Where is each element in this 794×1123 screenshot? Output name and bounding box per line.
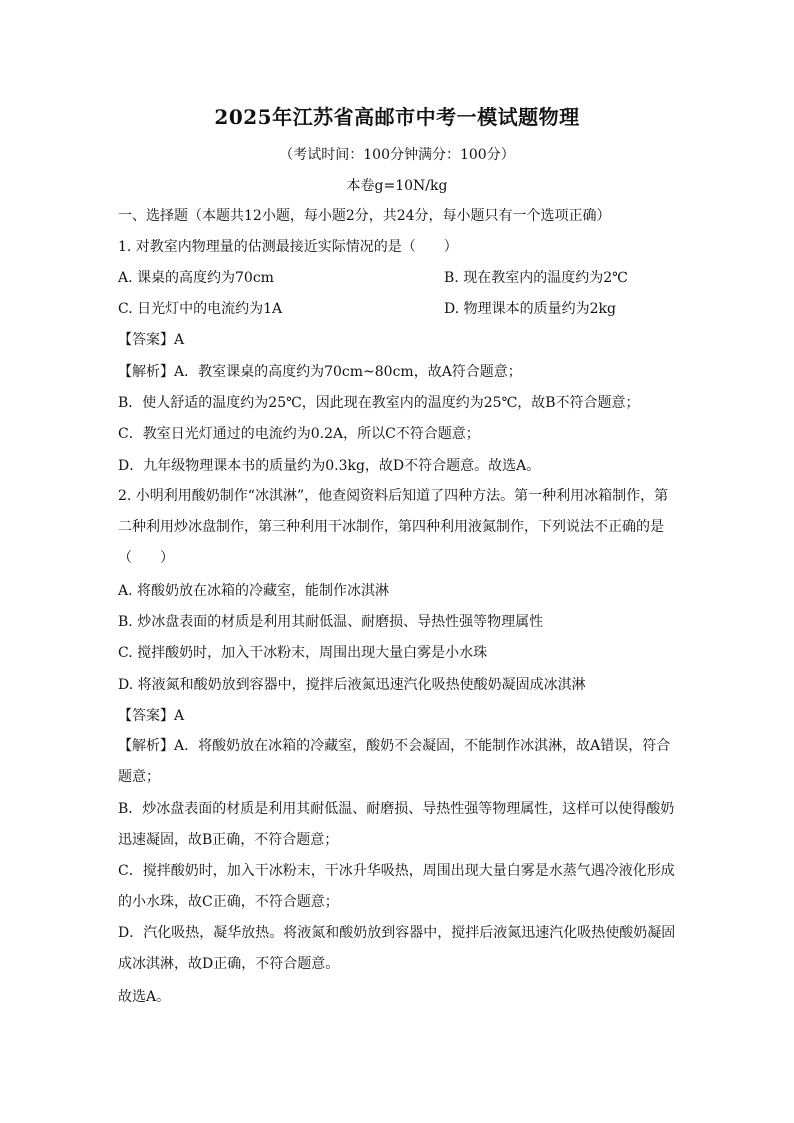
exam-info: （考试时间：100分钟满分：100分） (279, 147, 515, 163)
q1-option-b: B. 现在教室内的温度约为2℃ (444, 270, 628, 286)
q2-analysis-line: B．炒冰盘表面的材质是利用其耐低温、耐磨损、导热性强等物理属性，这样可以使得酸奶迅速凝固，故B正确，不符合题意； (118, 801, 675, 848)
q2-analysis-line: C．搅拌酸奶时，加入干冰粉末，干冰升华吸热，周围出现大量白雾是水蒸气遇冷液化形成的小水珠，故C正确，不符合题意； (118, 863, 675, 910)
q1-answer: 【答案】A (118, 332, 185, 348)
q1-option-a: A. 课桌的高度约为70cm (118, 270, 274, 286)
page-title: 2025年江苏省高邮市中考一模试题物理 (214, 105, 580, 129)
q1-analysis-line: B．使人舒适的温度约为25℃，因此现在教室内的温度约为25℃，故B不符合题意； (118, 395, 640, 411)
constant-note: 本卷g=10N/kg (346, 178, 448, 194)
q2-stem: 2. 小明利用酸奶制作“冰淇淋”，他查阅资料后知道了四种方法。第一种利用冰箱制作，第二种利用炒冰盘制作，第三种利用干冰制作，第四种利用液氮制作，下列说法不正确的是（ ） (118, 488, 669, 566)
q1-analysis-line: D．九年级物理课本书的质量约为0.3kg，故D不符合题意。故选A。 (118, 458, 541, 474)
q2-option-c: C. 搅拌酸奶时，加入干冰粉末，周围出现大量白雾是小水珠 (118, 645, 488, 661)
q2-option-b: B. 炒冰盘表面的材质是利用其耐低温、耐磨损、导热性强等物理属性 (118, 614, 544, 630)
section-heading: 一、选择题（本题共12小题，每小题2分，共24分，每小题只有一个选项正确） (118, 208, 611, 224)
q1-stem: 1. 对教室内物理量的估测最接近实际情况的是（ ） (118, 239, 458, 255)
q1-option-c: C. 日光灯中的电流约为1A (118, 301, 283, 317)
q2-analysis-line: 【解析】A．将酸奶放在冰箱的冷藏室，酸奶不会凝固，不能制作冰淇淋，故A错误，符合题意； (118, 738, 671, 785)
q1-analysis-line: 【解析】A．教室课桌的高度约为70cm~80cm，故A符合题意； (118, 364, 522, 380)
q2-answer: 【答案】A (118, 708, 185, 724)
q2-conclusion: 故选A。 (118, 989, 171, 1005)
q1-option-d: D. 物理课本的质量约为2kg (444, 301, 616, 317)
q2-analysis-line: D．汽化吸热，凝华放热。将液氮和酸奶放到容器中，搅拌后液氮迅速汽化吸热使酸奶凝固成冰淇淋，故D正确，不符合题意。 (118, 925, 676, 972)
q1-analysis-line: C．教室日光灯通过的电流约为0.2A，所以C不符合题意； (118, 426, 480, 442)
q2-option-d: D. 将液氮和酸奶放到容器中，搅拌后液氮迅速汽化吸热使酸奶凝固成冰淇淋 (118, 677, 586, 693)
q2-option-a: A. 将酸奶放在冰箱的冷藏室，能制作冰淇淋 (118, 583, 390, 599)
